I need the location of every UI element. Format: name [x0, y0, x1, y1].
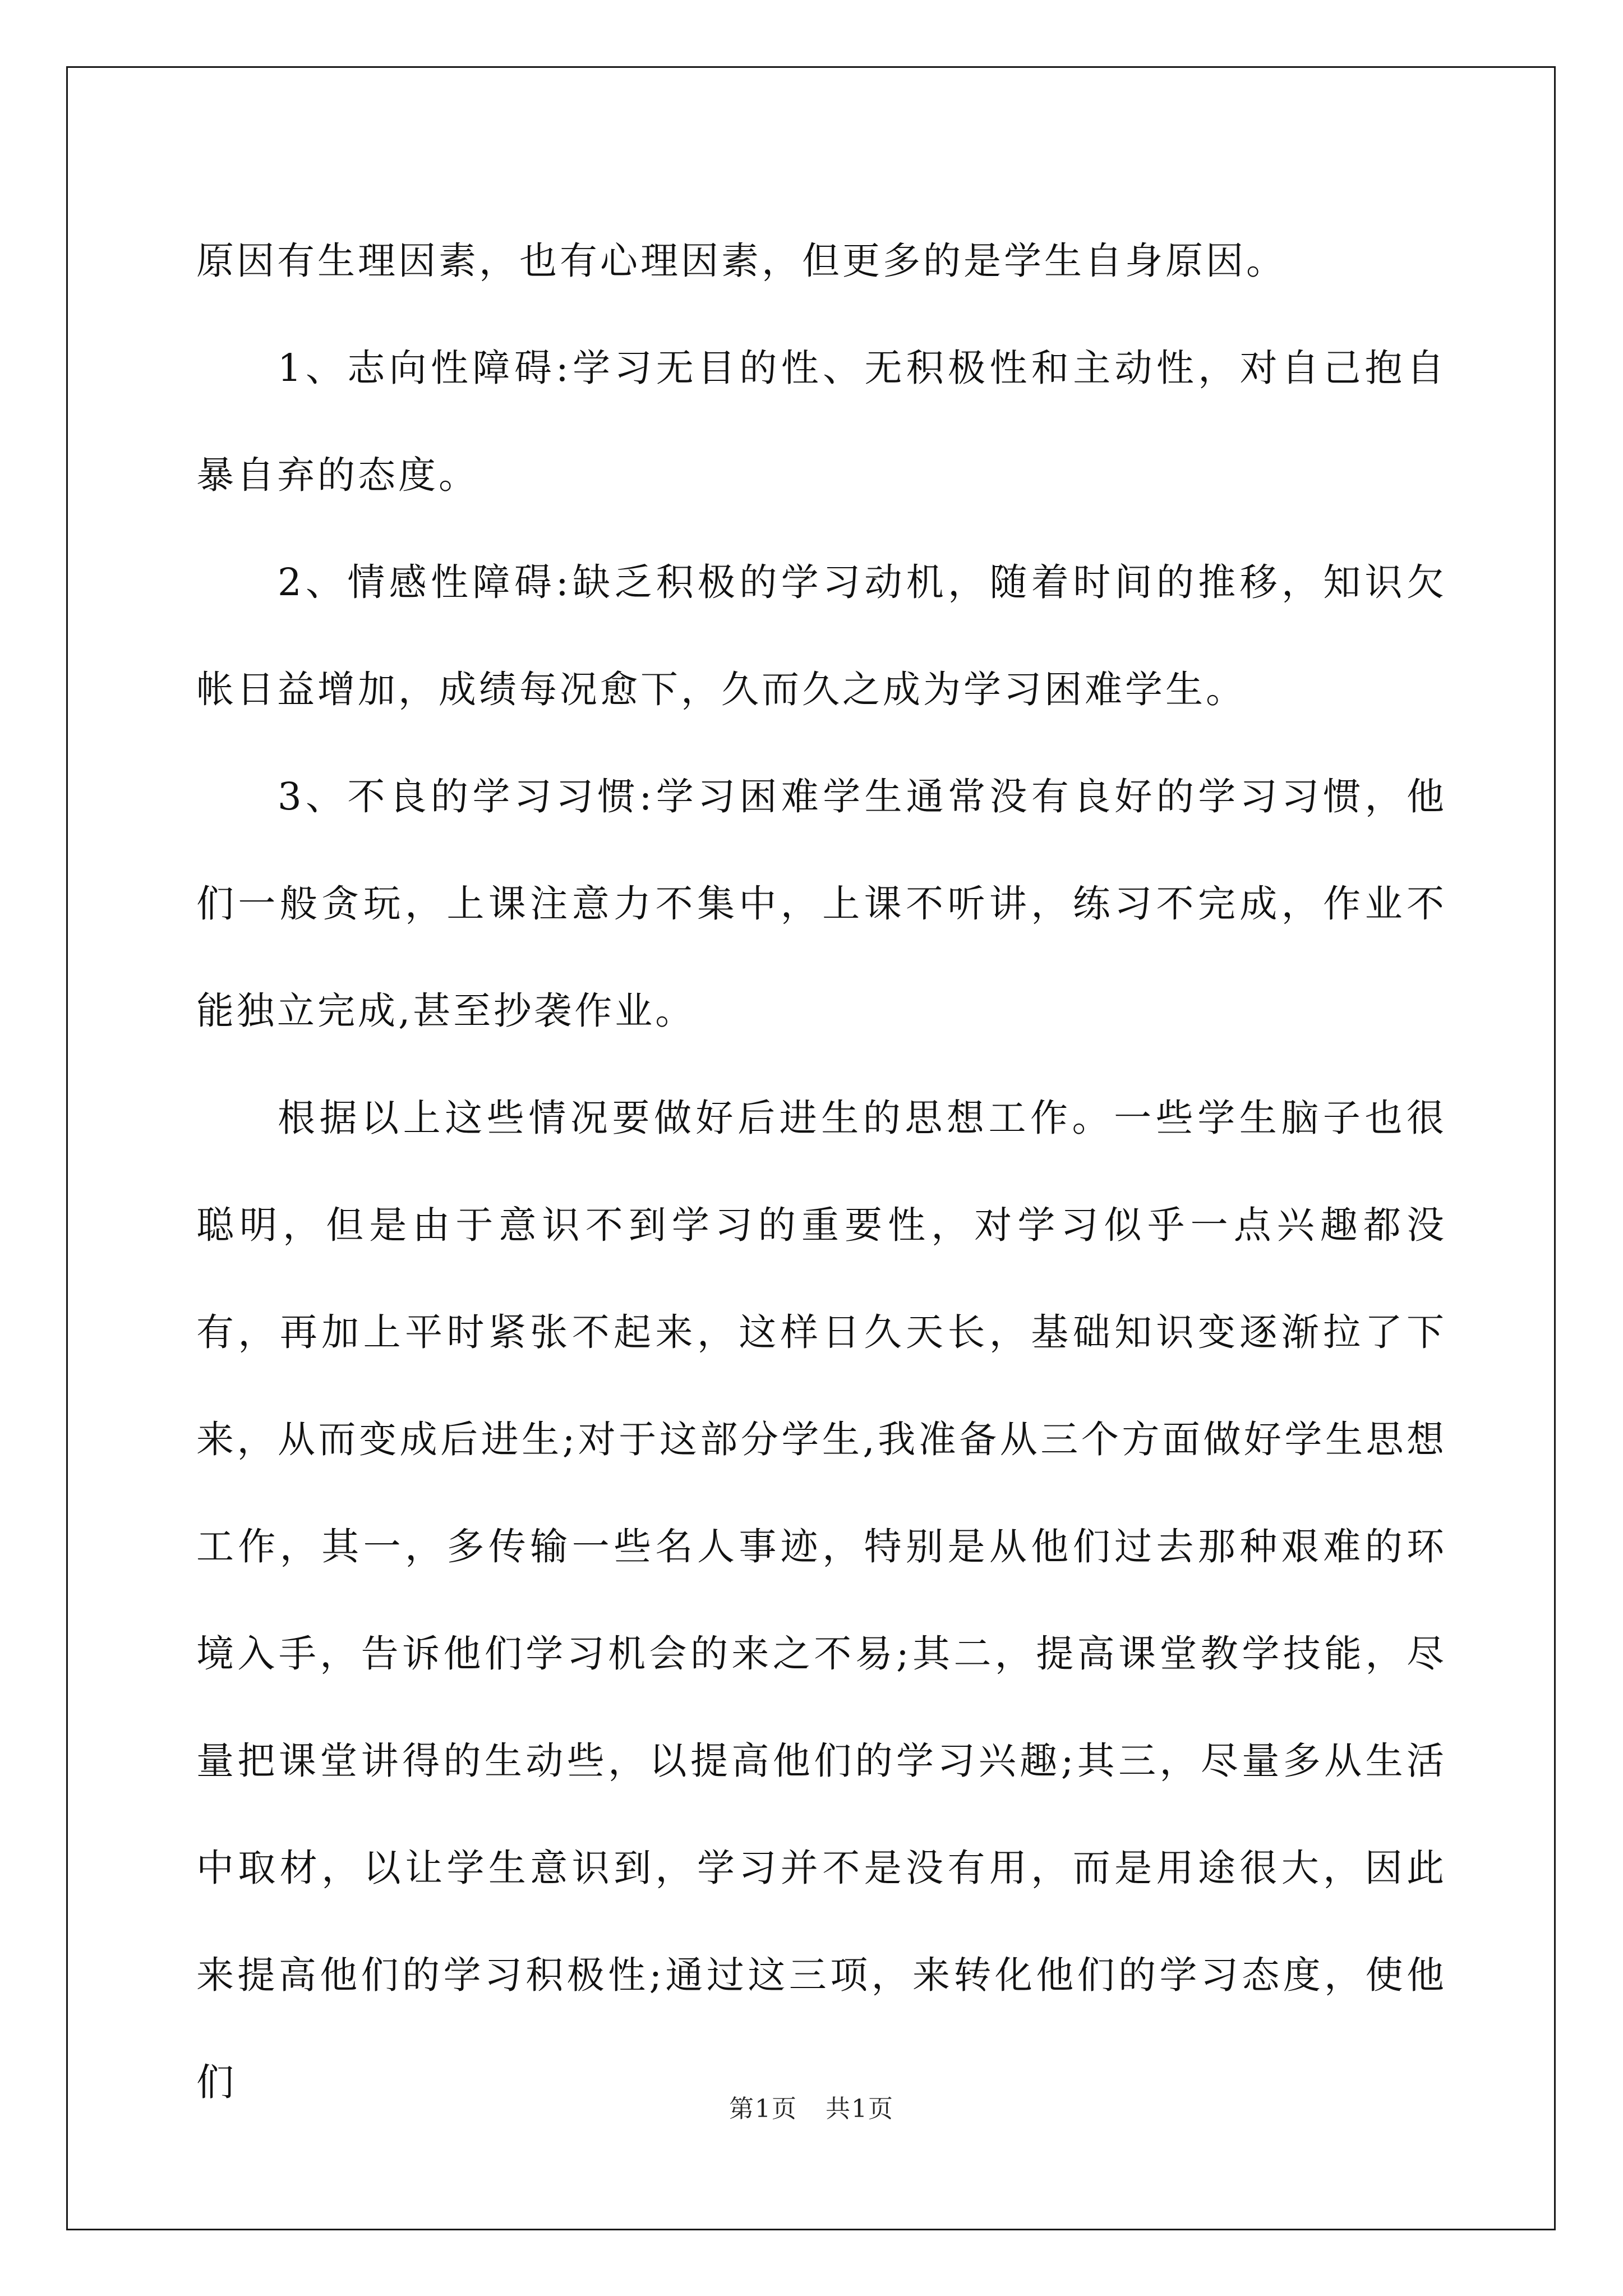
paragraph-item-2: 2、情感性障碍:缺乏积极的学习动机，随着时间的推移，知识欠帐日益增加，成绩每况愈下，久而久之成为学习困难学生。 — [196, 560, 1447, 711]
page-total: 共1页 — [826, 2095, 894, 2123]
paragraph-item-3: 3、不良的学习习惯:学习困难学生通常没有良好的学习习惯，他们一般贪玩，上课注意力不集中，上课不听讲，练习不完成，作业不能独立完成,甚至抄袭作业。 — [196, 775, 1447, 1033]
document-body — [196, 208, 1447, 2136]
paragraph-item-1: 1、志向性障碍:学习无目的性、无积极性和主动性，对自己抱自暴自弃的态度。 — [196, 346, 1447, 497]
paragraph-intro: 原因有生理因素，也有心理因素，但更多的是学生自身原因。 — [196, 239, 1287, 283]
page-number: 第1页 — [729, 2095, 797, 2123]
paragraph-strategy: 根据以上这些情况要做好后进生的思想工作。一些学生脑子也很聪明，但是由于意识不到学习的重要性，对学习似乎一点兴趣都没有，再加上平时紧张不起来，这样日久天长，基础知识变逐渐拉了下来，从而变成后进生;对于这部分学生,我准备从三个方面做好学生思想工作，其一，多传输一些名人事迹，特别是从他们过去那种艰难的环境入手，告诉他们学习机会的来之不易;其二，提高课堂教学技能，尽量把课堂讲得的生动些，以提高他们的学习兴趣;其三，尽量多从生活中取材，以让学生意识到，学习并不是没有用，而是用途很大，因此来提高他们的学习积极性;通过这三项，来转化他们的学习态度，使他们 — [196, 1096, 1447, 2104]
page-footer — [0, 2092, 1623, 2126]
